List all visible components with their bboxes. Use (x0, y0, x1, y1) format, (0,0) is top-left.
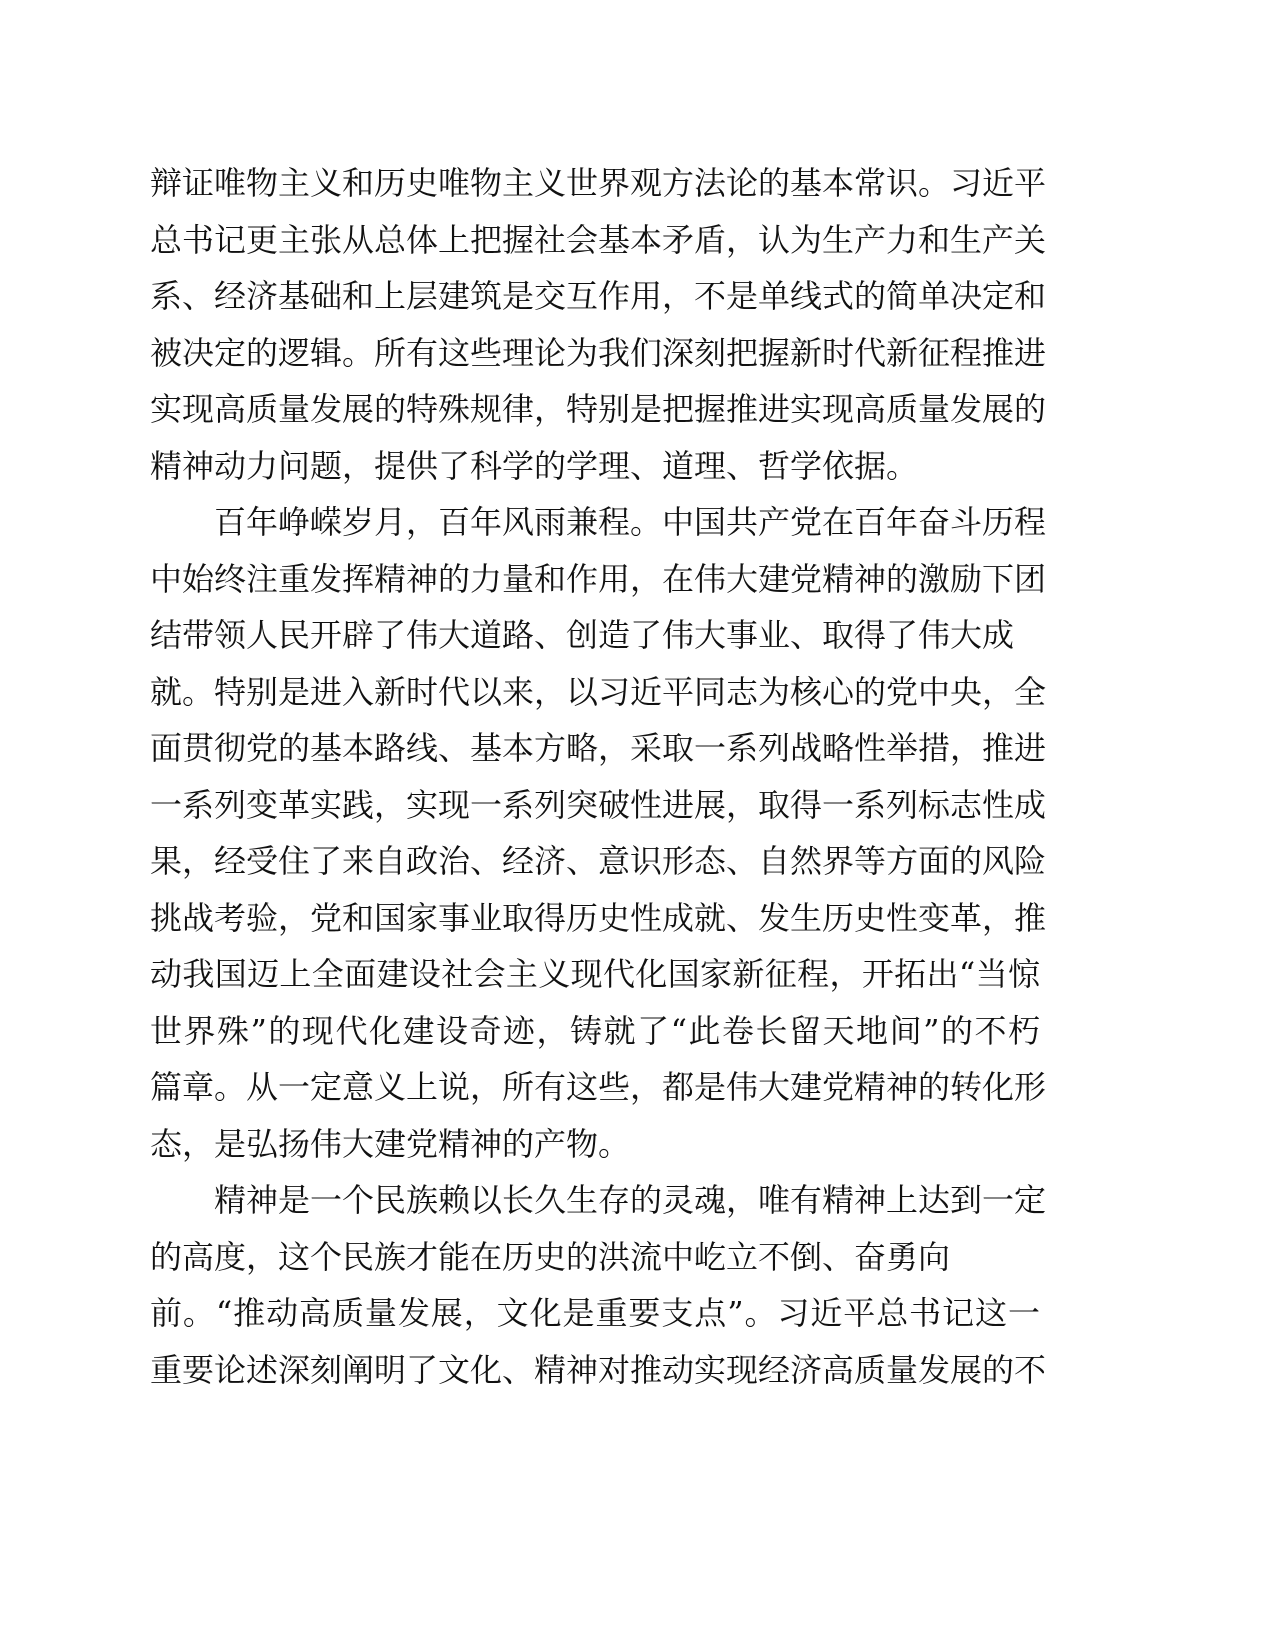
paragraph-first-line: 百年峥嵘岁月，百年风雨兼程。中国共产党在百年奋斗历程 (214, 503, 1047, 541)
text-line: 就。特别是进入新时代以来，以习近平同志为核心的党中央，全 (150, 672, 1047, 711)
text-line: 世界殊”的现代化建设奇迹，铸就了“此卷长留天地间”的不朽 (150, 1011, 1040, 1050)
text-line: 篇章。从一定意义上说，所有这些，都是伟大建党精神的转化形 (150, 1068, 1047, 1106)
text-line: 挑战考验，党和国家事业取得历史性成就、发生历史性变革，推 (150, 898, 1047, 937)
text-line: 精神动力问题，提供了科学的学理、道理、哲学依据。 (150, 446, 919, 485)
text-line: 面贯彻党的基本路线、基本方略，采取一系列战略性举措，推进 (150, 729, 1047, 767)
text-line: 的高度，这个民族才能在历史的洪流中屹立不倒、奋勇向 (150, 1237, 951, 1276)
body-text (150, 155, 1047, 1398)
text-line: 系、经济基础和上层建筑是交互作用，不是单线式的简单决定和 (150, 277, 1047, 315)
text-line: 结带领人民开辟了伟大道路、创造了伟大事业、取得了伟大成 (150, 616, 1015, 654)
text-line: 一系列变革实践，实现一系列突破性进展，取得一系列标志性成 (150, 785, 1047, 824)
text-line: 动我国迈上全面建设社会主义现代化国家新征程，开拓出“当惊 (150, 955, 1040, 993)
text-line: 被决定的逻辑。所有这些理论为我们深刻把握新时代新征程推进 (150, 333, 1047, 372)
text-line: 态，是弘扬伟大建党精神的产物。 (150, 1124, 631, 1163)
text-line: 辩证唯物主义和历史唯物主义世界观方法论的基本常识。习近平 (150, 164, 1047, 202)
text-line: 总书记更主张从总体上把握社会基本矛盾，认为生产力和生产关 (150, 220, 1047, 259)
text-line: 实现高质量发展的特殊规律，特别是把握推进实现高质量发展的 (150, 390, 1047, 428)
text-line: 果，经受住了来自政治、经济、意识形态、自然界等方面的风险 (150, 842, 1047, 880)
text-line: 中始终注重发挥精神的力量和作用，在伟大建党精神的激励下团 (150, 559, 1047, 598)
paragraph-first-line: 精神是一个民族赖以长久生存的灵魂，唯有精神上达到一定 (214, 1181, 1047, 1219)
text-line: 重要论述深刻阐明了文化、精神对推动实现经济高质量发展的不 (150, 1350, 1047, 1389)
text-line: 前。“推动高质量发展，文化是重要支点”。习近平总书记这一 (150, 1294, 1040, 1332)
